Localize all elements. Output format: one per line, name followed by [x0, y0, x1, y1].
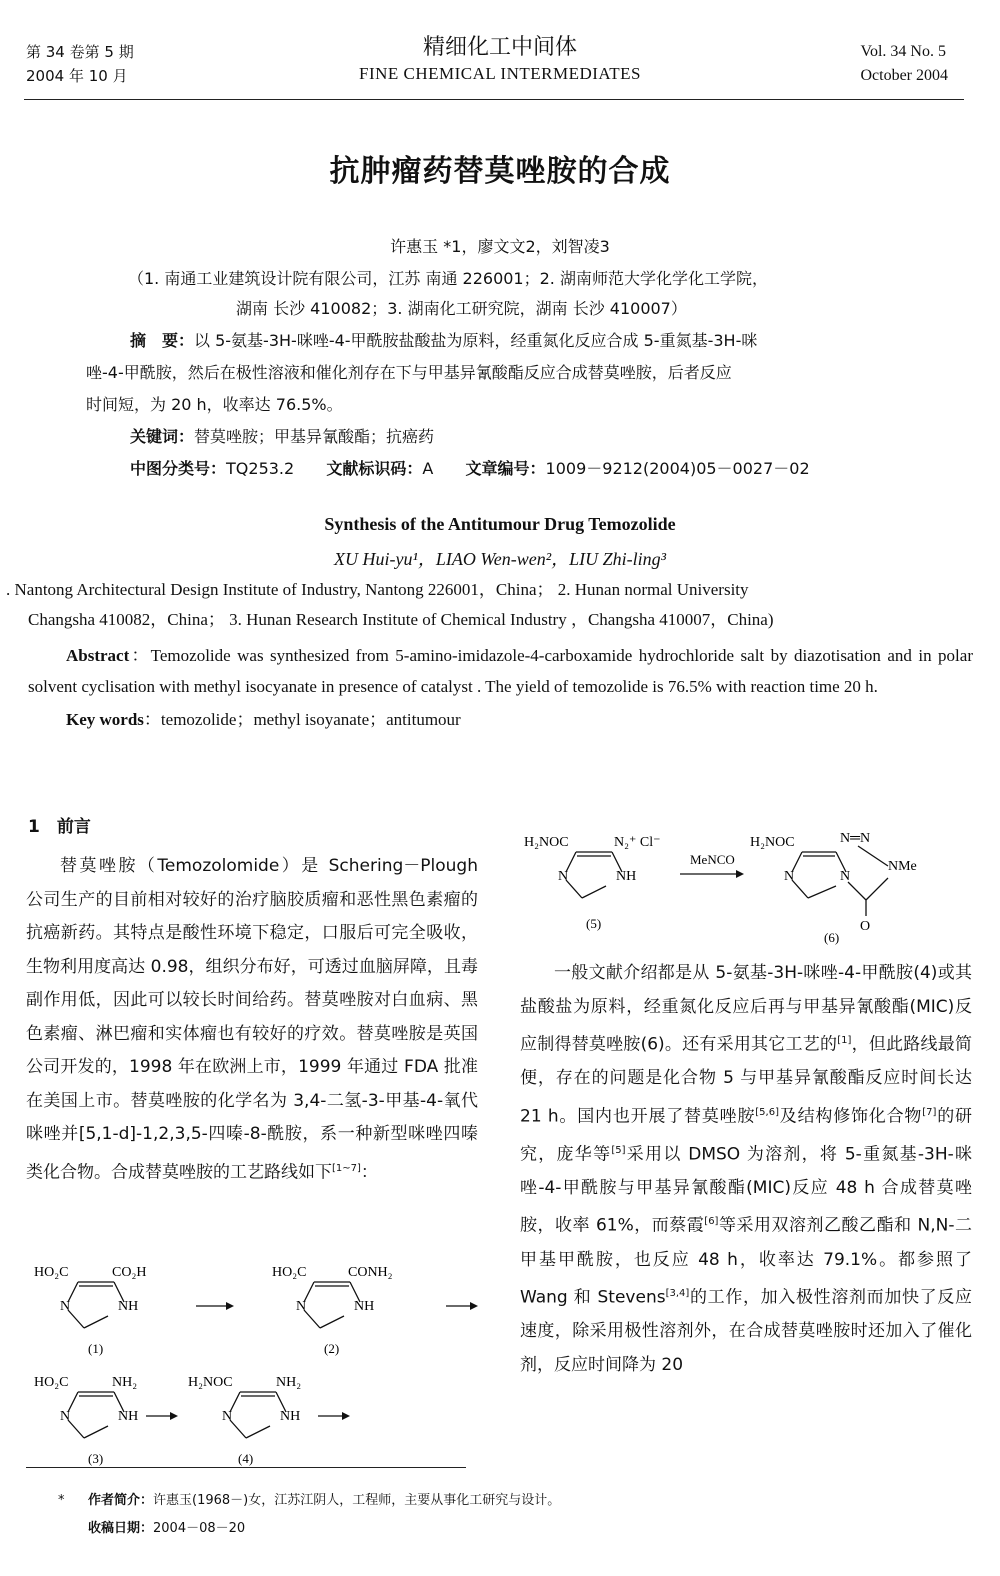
compound-6-nme: NMe: [888, 859, 917, 874]
body-right-text-c: 及结构修饰化合物: [778, 1106, 923, 1127]
header-vol-en: Vol. 34 No. 5: [860, 43, 946, 60]
affiliation-en-1: . Nantong Architectural Design Institute of Industry, Nantong 226001，China； 2. Hunan normal University: [6, 580, 749, 599]
footnote-author: [58, 1488, 560, 1514]
classification-line: [130, 456, 810, 482]
compound-2-nh: NH: [354, 1299, 375, 1314]
keywords-en: [28, 704, 973, 735]
ref-1-7: [1~7]: [332, 1162, 361, 1174]
reaction-arrow-mic: [680, 852, 744, 878]
journal-name-en: FINE CHEMICAL INTERMEDIATES: [358, 64, 642, 83]
compound-3-number: (3): [88, 1451, 104, 1466]
article-no-label: 文章编号：: [465, 459, 546, 478]
clc-label: 中图分类号：: [130, 459, 227, 478]
footnote-mark: *: [58, 1493, 65, 1508]
compound-5-label-right: N₂⁺ Cl⁻: [614, 835, 661, 850]
arrow-1-2: [196, 1302, 234, 1310]
compound-4-nh: NH: [280, 1409, 301, 1424]
compound-3-nh: NH: [118, 1409, 139, 1424]
compound-2-n: N: [296, 1299, 307, 1314]
compound-2-label-left: HO₂C: [272, 1265, 307, 1280]
compound-4-label-right: NH₂: [276, 1375, 302, 1390]
header-date-en: October 2004: [860, 67, 948, 84]
abstract-en-label: Abstract: [66, 646, 130, 665]
header-date-cn: 2004 年 10 月: [26, 67, 128, 85]
keywords-en-text: ：temozolide；methyl isoyanate；antitumour: [143, 710, 461, 729]
compound-3-n: N: [60, 1409, 71, 1424]
scheme-row-3: [518, 826, 978, 954]
compound-3-label-left: HO₂C: [34, 1375, 69, 1390]
header-rule: [24, 99, 964, 100]
ref-5-6: [5,6]: [755, 1106, 779, 1118]
authors-cn: 许惠玉 *1，廖文文2，刘智凌3: [390, 237, 610, 256]
ref-5: [5]: [611, 1144, 626, 1156]
doc-code-label: 文献标识码：: [326, 459, 423, 478]
compound-5-label-left: H₂NOC: [524, 835, 569, 850]
section-heading-intro: 1 前言: [28, 817, 91, 837]
ref-3-4: [3,4]: [665, 1288, 690, 1300]
compound-4: [188, 1375, 301, 1466]
ref-6: [6]: [704, 1216, 719, 1228]
scheme-row-2: [26, 1360, 486, 1470]
arrow-4-5: [318, 1412, 350, 1420]
compound-5-number: (5): [586, 916, 602, 931]
compound-4-label-left: H₂NOC: [188, 1375, 233, 1390]
compound-6: [750, 831, 917, 945]
body-right-text-f: 等采用双溶剂乙酸乙酯和 N,N-二甲基甲酰胺，也反应 48 h，收率达 79.1%。都参照了 Wang 和 Stevens: [520, 1216, 972, 1308]
body-right-text-g: 的工作，加入极性溶剂而加快了反应速度，除采用极性溶剂外，在合成替莫唑胺时还加入了催化剂，反应时间降为 20: [520, 1287, 972, 1375]
compound-6-oxygen: O: [860, 919, 871, 934]
abstract-cn-line-3: 时间短，为 20 h，收率达 76.5%。: [86, 395, 343, 414]
compound-5-n: N: [558, 869, 569, 884]
abstract-cn-line-1: [130, 328, 757, 354]
keywords-cn-text: 替莫唑胺；甲基异氰酸酯；抗癌药: [194, 427, 435, 446]
abstract-en-text: ：Temozolide was synthesized from 5-amino-imidazole-4-carboxamide hydrochloride salt by diazotisation and in polar solvent cyclisation with methyl isocyanate in presence of catalyst . The yield of temozolide is 76.5% with reaction time 20 h.: [28, 646, 973, 696]
journal-name-cn: 精细化工中间体: [422, 35, 577, 60]
compound-3: [34, 1375, 138, 1466]
body-paragraph-right: [520, 957, 972, 1382]
ref-7: [7]: [922, 1106, 937, 1118]
abstract-cn-line-2: 唑-4-甲酰胺，然后在极性溶液和催化剂存在下与甲基异氰酸酯反应合成替莫唑胺，后者反应: [86, 363, 732, 382]
compound-1-nh: NH: [118, 1299, 139, 1314]
clc-value: TQ253.2: [226, 459, 295, 478]
footnote-date-label: 收稿日期：: [88, 1521, 154, 1536]
header-vol-cn: 第 34 卷第 5 期: [26, 43, 134, 61]
compound-2-label-right: CONH₂: [348, 1265, 393, 1280]
authors-en: XU Hui-yu¹，LIAO Wen-wen²，LIU Zhi-ling³: [334, 549, 666, 569]
affiliation-cn-2: 湖南 长沙 410082；3. 湖南化工研究院，湖南 长沙 410007）: [236, 299, 687, 318]
abstract-cn-label: 摘 要：: [130, 331, 195, 350]
compound-1-number: (1): [88, 1341, 104, 1356]
compound-4-number: (4): [238, 1451, 254, 1466]
journal-header: [300, 34, 700, 86]
compound-1-label-left: HO₂C: [34, 1265, 69, 1280]
body-right-text-d: 的研究，庞华等: [520, 1106, 973, 1165]
arrow-3-4: [146, 1412, 178, 1420]
compound-4-n: N: [222, 1409, 233, 1424]
compound-2: [272, 1265, 393, 1356]
doc-code-value: A: [422, 459, 434, 478]
compound-2-number: (2): [324, 1341, 340, 1356]
compound-6-label-left: H₂NOC: [750, 835, 795, 850]
footnote-author-label: 作者简介：: [88, 1493, 154, 1508]
intro-text-left: 替莫唑胺（Temozolomide）是 Schering－Plough 公司生产的目前相对较好的治疗脑胶质瘤和恶性黑色素瘤的抗癌新药。其特点是酸性环境下稳定，口服后可完全吸收，生物利用度高达 0.98，组织分布好，可透过血脑屏障，且毒副作用低，因此可以较长时间给药。替莫唑胺对白血病、黑色素瘤、淋巴瘤和实体瘤也有较好的疗效。替莫唑胺是英国公司开发的，1998 年在欧洲上市，1999 年通过 FDA 批准在美国上市。替莫唑胺的化学名为 3,4-二氢-3-甲基-4-氧代咪唑并[5,1-d]-1,2,3,5-四嗪-8-酰胺，系一种新型咪唑四嗪类化合物。合成替莫唑胺的工艺路线如下: [26, 856, 478, 1183]
compound-6-n: N: [784, 869, 795, 884]
compound-5: [524, 835, 661, 931]
compound-6-number: (6): [824, 930, 840, 945]
compound-6-n-bridge: N: [840, 869, 851, 884]
affiliation-en-2: Changsha 410082，China； 3. Hunan Research Institute of Chemical Industry ，Changsha 410007，China): [28, 610, 774, 629]
abstract-cn-text-1: 以 5-氨基-3H-咪唑-4-甲酰胺盐酸盐为原料，经重氮化反应合成 5-重氮基-3H-咪: [194, 331, 758, 350]
body-right-text-b: ，但此路线最简便，存在的问题是化合物 5 与甲基异氰酸酯反应时间长达 21 h。国内也开展了替莫唑胺: [520, 1034, 972, 1127]
compound-1: [34, 1265, 146, 1356]
header-volume-en: [860, 40, 948, 88]
keywords-en-label: Key words: [66, 710, 144, 729]
paper-title-cn: 抗肿瘤药替莫唑胺的合成: [329, 154, 671, 189]
abstract-en: [28, 640, 973, 735]
arrow-2-3: [446, 1302, 478, 1310]
compound-6-azo: N═N: [840, 831, 871, 846]
scheme-row-1: [26, 1250, 486, 1360]
intro-text-left-end: ：: [360, 1162, 378, 1183]
paper-title-en: Synthesis of the Antitumour Drug Temozolide: [324, 514, 676, 534]
keywords-cn: [130, 424, 434, 450]
compound-1-label-right: CO₂H: [112, 1265, 147, 1280]
compound-1-n: N: [60, 1299, 71, 1314]
ref-1: [1]: [837, 1035, 852, 1046]
compound-3-label-right: NH₂: [112, 1375, 138, 1390]
body-right-text-e: 采用以 DMSO 为溶剂，将 5-重氮基-3H-咪唑-4-甲酰胺与甲基异氰酸酯(MIC)反应 48 h 合成替莫唑胺，收率 61%，而蔡霞: [520, 1144, 973, 1237]
footnote-rule: [26, 1467, 466, 1468]
footnote-author-text: 许惠玉(1968－)女，江苏江阴人，工程师，主要从事化工研究与设计。: [153, 1493, 561, 1508]
compound-5-nh: NH: [616, 869, 637, 884]
keywords-cn-label: 关键词：: [130, 427, 195, 446]
reagent-label: MeNCO: [690, 852, 735, 867]
intro-paragraph-left: [26, 850, 478, 1190]
article-no-value: 1009－9212(2004)05－0027－02: [545, 459, 810, 478]
footnote-date-text: 2004－08－20: [153, 1521, 246, 1536]
affiliation-cn-1: （1. 南通工业建筑设计院有限公司，江苏 南通 226001；2. 湖南师范大学化学化工学院，: [128, 269, 768, 288]
body-right-text-a: 一般文献介绍都是从 5-氨基-3H-咪唑-4-甲酰胺(4)或其盐酸盐为原料，经重氮化反应后再与甲基异氰酸酯(MIC)反应制得替莫唑胺(6)。还有采用其它工艺的: [520, 963, 972, 1055]
footnote-received: [88, 1516, 245, 1542]
header-volume-cn: [26, 40, 134, 88]
